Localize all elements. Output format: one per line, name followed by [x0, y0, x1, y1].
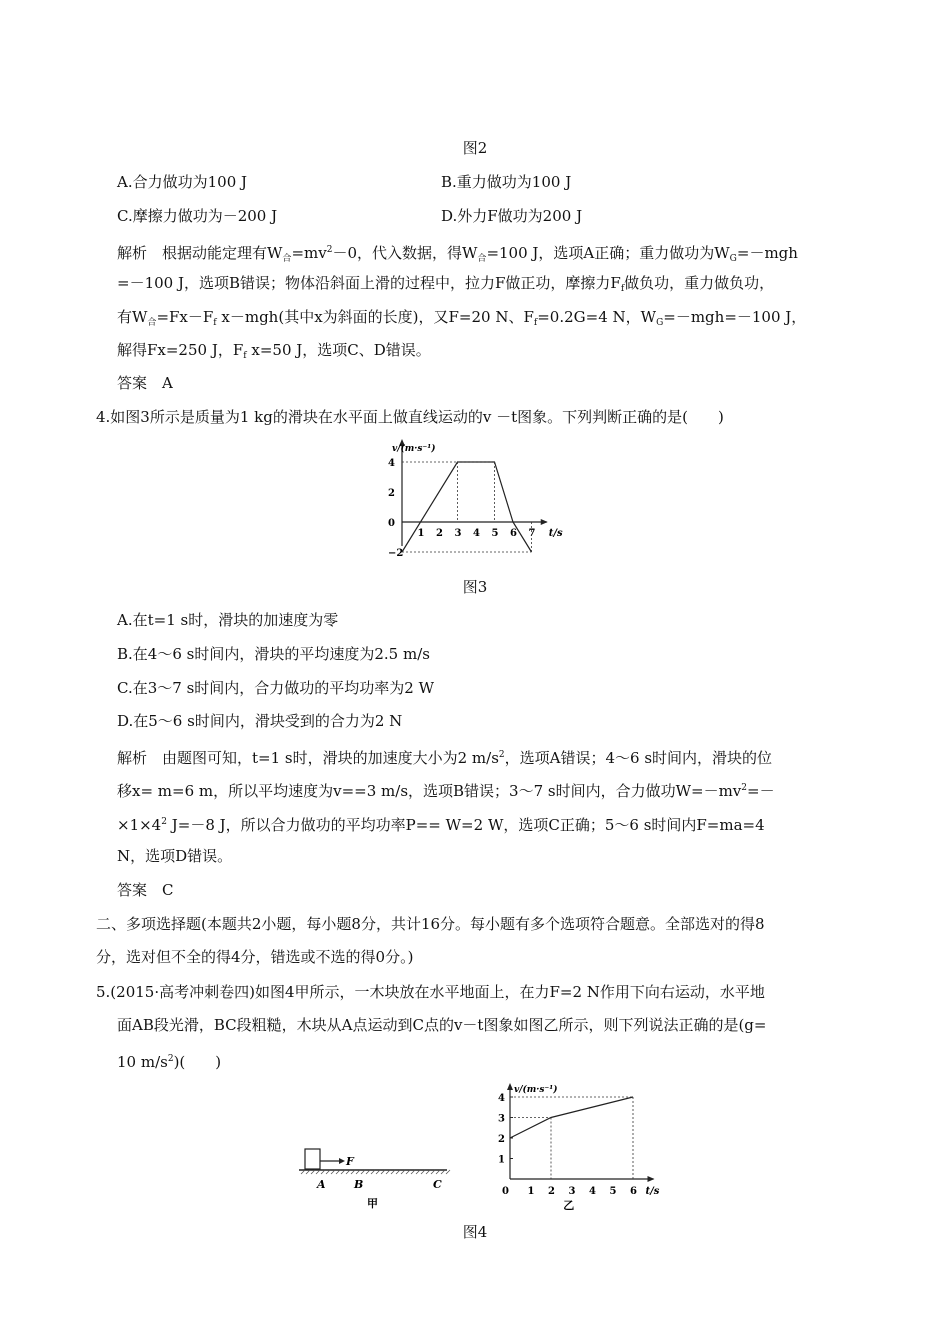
- x-tick-label: 0: [502, 1186, 509, 1197]
- point-c-label: C: [433, 1178, 442, 1191]
- figure3-vt-chart: [360, 436, 563, 566]
- q4-analysis-line-4: N，选项D错误。: [117, 847, 233, 865]
- y-tick-label: −2: [388, 548, 404, 559]
- y-tick-label: 1: [498, 1154, 505, 1166]
- q3-option-a: A.合力做功为100 J: [117, 173, 248, 191]
- q4-option-b: B.在4～6 s时间内，滑块的平均速度为2.5 m/s: [117, 645, 430, 663]
- y-axis-label: v/(m·s⁻¹): [392, 444, 436, 454]
- figure2-caption: 图2: [462, 139, 488, 157]
- x-tick-label: 7: [528, 528, 536, 539]
- q3-answer: 答案 A: [117, 374, 173, 392]
- y-tick-label: 4: [498, 1093, 505, 1104]
- q5-stem-line-2: 面AB段光滑，BC段粗糙，木块从A点运动到C点的v－t图象如图乙所示，则下列说法正确的是(g=: [117, 1016, 767, 1034]
- q3-analysis-line-2: =－100 J，选项B错误；物体沿斜面上滑的过程中，拉力F做正功，摩擦力$F_f$做负功，重力做负功，: [117, 274, 775, 294]
- y-tick-label: 0: [388, 518, 395, 529]
- x-tick-label: 1: [417, 528, 425, 539]
- yi-label: 乙: [563, 1199, 575, 1212]
- q4-analysis-line-2: 移x= m=6 m，所以平均速度为v==3 m/s，选项B错误；3～7 s时间内，合力做功$W=-mv^2=-$: [117, 782, 775, 800]
- q3-option-b: B.重力做功为100 J: [441, 173, 572, 191]
- x-axis-arrow: [648, 1176, 655, 1182]
- figure4-caption: 图4: [462, 1223, 488, 1241]
- x-axis-label: t/s: [548, 528, 563, 539]
- y-tick-label: 4: [388, 458, 395, 469]
- x-tick-label: 3: [454, 528, 462, 539]
- x-tick-label: 6: [630, 1186, 637, 1197]
- x-tick-label: 4: [589, 1186, 596, 1197]
- q4-option-a: A.在t=1 s时，滑块的加速度为零: [117, 611, 339, 629]
- q4-analysis-line-3: $\times 1\times 4^2$ J=－8 J，所以合力做功的平均功率P== W=2 W，选项C正确；5～6 s时间内F=ma=4: [117, 816, 765, 834]
- q3-analysis-line-4: 解得Fx=250 J，$F_f$ x=50 J，选项C、D错误。: [117, 341, 431, 361]
- q5-stem-line-3: 10 $m/s^2$)( ): [117, 1053, 222, 1071]
- q4-stem: 4.如图3所示是质量为1 kg的滑块在水平面上做直线运动的v －t图象。下列判断正确的是( ): [96, 408, 724, 426]
- figure4-yi-vt-chart: [492, 1080, 667, 1210]
- x-tick-label: 5: [609, 1186, 617, 1197]
- q4-answer: 答案 C: [117, 881, 174, 899]
- x-tick-label: 2: [436, 528, 443, 539]
- q3-option-d: D.外力F做功为200 J: [441, 207, 583, 225]
- q4-option-c: C.在3～7 s时间内，合力做功的平均功率为2 W: [117, 679, 434, 697]
- y-axis-label: v/(m·s⁻¹): [514, 1085, 558, 1095]
- q5-stem-line-1: 5.(2015·高考冲刺卷四)如图4甲所示，一木块放在水平地面上，在力F=2 N作用下向右运动，水平地: [96, 983, 765, 1001]
- x-tick-label: 3: [568, 1186, 576, 1197]
- section2-line-2: 分，选对但不全的得4分，错选或不选的得0分。): [96, 948, 414, 966]
- q3-analysis-line-3: 有$W_合=Fx-F_f$ x－mgh(其中x为斜面的长度)，又F=20 N、$F_f=0.2G=4$ N，$W_G=-mgh=-100$ J，: [117, 308, 807, 328]
- x-tick-label: 6: [510, 528, 517, 539]
- y-tick-label: 2: [498, 1134, 505, 1145]
- figure4-jia-diagram: [295, 1140, 455, 1210]
- q3-analysis-line-1: 解析 根据动能定理有$W_合=mv^2-0$，代入数据，得$W_合=100$ J，选项A正确；重力做功为$W_G=-mgh$: [117, 244, 798, 264]
- force-label: F: [346, 1155, 354, 1168]
- jia-label: 甲: [367, 1197, 378, 1210]
- force-arrow-head: [339, 1158, 345, 1164]
- x-tick-label: 4: [473, 528, 480, 539]
- y-tick-label: 3: [498, 1113, 505, 1125]
- q4-option-d: D.在5～6 s时间内，滑块受到的合力为2 N: [117, 712, 403, 730]
- y-tick-label: 2: [388, 488, 395, 499]
- section2-line-1: 二、多项选择题(本题共2小题，每小题8分，共计16分。每小题有多个选项符合题意。全部选对的得8: [96, 915, 765, 933]
- x-axis-arrow: [541, 519, 548, 525]
- q3-option-c: C.摩擦力做功为－200 J: [117, 207, 278, 225]
- figure3-caption: 图3: [462, 578, 488, 596]
- point-a-label: A: [317, 1178, 326, 1191]
- x-tick-label: 1: [527, 1186, 535, 1197]
- x-axis-label: t/s: [645, 1186, 660, 1197]
- y-axis-arrow: [507, 1083, 513, 1090]
- series-line: [510, 1097, 633, 1138]
- wooden-block: [305, 1149, 320, 1169]
- q4-analysis-line-1: 解析 由题图可知，t=1 s时，滑块的加速度大小为2 $m/s^2$，选项A错误；4～6 s时间内，滑块的位: [117, 749, 773, 767]
- point-b-label: B: [354, 1178, 364, 1191]
- x-tick-label: 2: [548, 1186, 555, 1197]
- x-tick-label: 5: [491, 528, 499, 539]
